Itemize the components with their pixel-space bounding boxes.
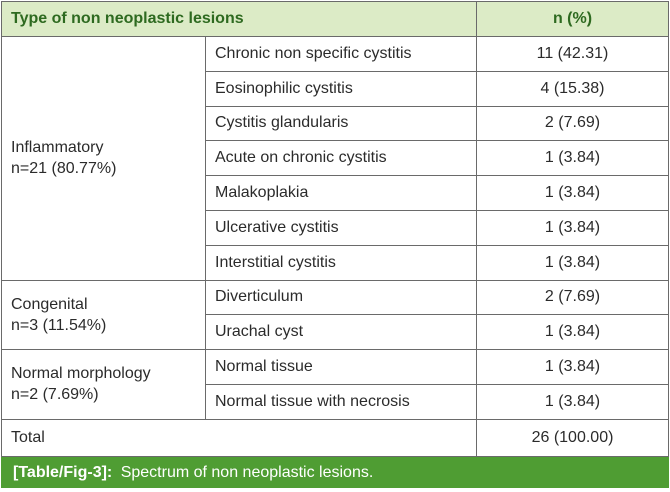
group-count: n=2 (7.69%): [11, 386, 99, 404]
group-count: n=3 (11.54%): [11, 316, 107, 334]
lesions-table: [1, 1, 669, 457]
group-name: Normal morphology: [11, 365, 151, 383]
group-count: n=21 (80.77%): [11, 160, 117, 178]
header-n-percent: n (%): [477, 2, 669, 37]
group-name: Inflammatory: [11, 139, 104, 157]
lesion-count: 1 (3.84): [477, 315, 669, 350]
group-cell-inflammatory: [2, 37, 206, 281]
lesion-count: 11 (42.31): [477, 37, 669, 72]
lesion-name: Acute on chronic cystitis: [206, 141, 477, 176]
table-row: [2, 280, 669, 315]
lesion-count: 2 (7.69): [477, 280, 669, 315]
total-row: [2, 419, 669, 456]
lesion-name: Cystitis glandularis: [206, 106, 477, 141]
group-cell-normal-morphology: [2, 350, 206, 420]
table-caption: [1, 457, 669, 488]
caption-label: [Table/Fig-3]:: [13, 463, 113, 481]
lesion-name: Interstitial cystitis: [206, 245, 477, 280]
table-row: [2, 37, 669, 72]
lesion-count: 1 (3.84): [477, 245, 669, 280]
table-header-row: [2, 2, 669, 37]
lesion-name: Normal tissue with necrosis: [206, 384, 477, 419]
caption-text: Spectrum of non neoplastic lesions.: [120, 463, 374, 481]
total-count: 26 (100.00): [477, 419, 669, 456]
lesion-count: 1 (3.84): [477, 384, 669, 419]
group-name: Congenital: [11, 295, 88, 313]
lesion-name: Diverticulum: [206, 280, 477, 315]
lesion-count: 1 (3.84): [477, 141, 669, 176]
table-row: [2, 350, 669, 385]
total-label: Total: [2, 419, 477, 456]
lesion-name: Chronic non specific cystitis: [206, 37, 477, 72]
group-cell-congenital: [2, 280, 206, 350]
lesion-name: Normal tissue: [206, 350, 477, 385]
lesion-name: Eosinophilic cystitis: [206, 71, 477, 106]
header-lesion-type: Type of non neoplastic lesions: [2, 2, 477, 37]
lesion-count: 1 (3.84): [477, 176, 669, 211]
lesion-count: 4 (15.38): [477, 71, 669, 106]
table-figure: [1, 1, 669, 490]
lesion-name: Ulcerative cystitis: [206, 210, 477, 245]
lesion-name: Malakoplakia: [206, 176, 477, 211]
lesion-count: 1 (3.84): [477, 210, 669, 245]
lesion-name: Urachal cyst: [206, 315, 477, 350]
lesion-count: 1 (3.84): [477, 350, 669, 385]
lesion-count: 2 (7.69): [477, 106, 669, 141]
